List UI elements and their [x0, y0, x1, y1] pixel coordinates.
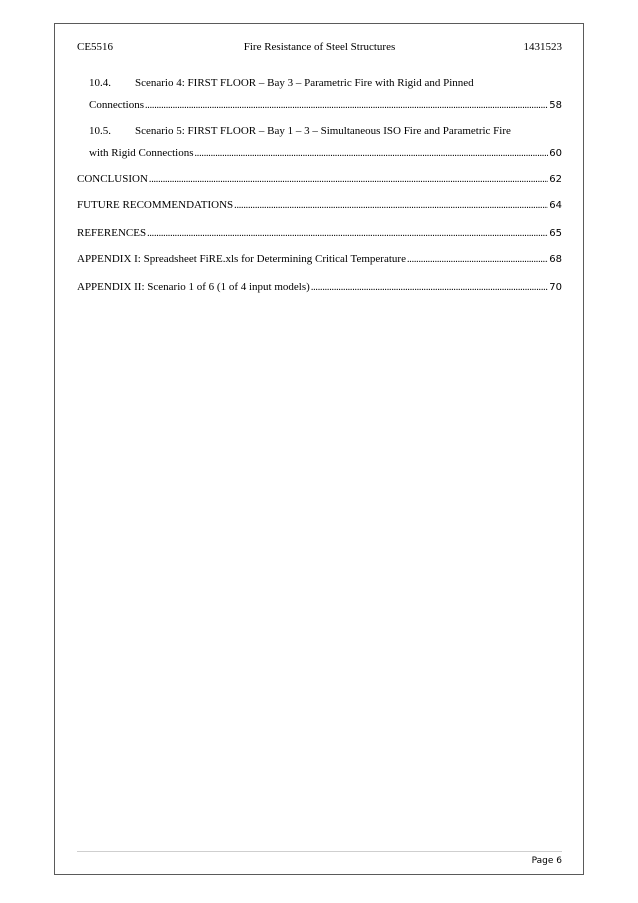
course-code: CE5516 [77, 41, 114, 53]
toc-title: FUTURE RECOMMENDATIONS [77, 199, 234, 211]
dot-leader [145, 98, 548, 113]
dot-leader [311, 280, 548, 295]
toc-title: CONCLUSION [77, 173, 148, 185]
toc-entry-future-recommendations[interactable] [77, 198, 562, 212]
dot-leader [195, 146, 549, 161]
student-id: 1431523 [523, 41, 562, 53]
toc-number: 10.4. [89, 77, 111, 89]
toc-page-number: 68 [549, 254, 562, 265]
toc-entry-10-5-continued[interactable] [89, 146, 562, 160]
toc-title: Scenario 5: FIRST FLOOR – Bay 1 – 3 – Simultaneous ISO Fire and Parametric Fire [135, 125, 511, 137]
footer-divider [77, 851, 562, 852]
toc-title: Connections [89, 99, 144, 111]
toc-page-number: 58 [549, 100, 562, 111]
toc-entry-10-4-continued[interactable] [89, 98, 562, 112]
toc-title: APPENDIX I: Spreadsheet FiRE.xls for Determining Critical Temperature [77, 253, 406, 265]
document-title: Fire Resistance of Steel Structures [243, 41, 396, 53]
dot-leader [234, 198, 548, 213]
page-header [77, 41, 562, 57]
toc-number: 10.5. [89, 125, 111, 137]
toc-entry-references[interactable] [77, 226, 562, 240]
toc-entry-10-4[interactable] [89, 76, 562, 90]
toc-title: Scenario 4: FIRST FLOOR – Bay 3 – Parametric Fire with Rigid and Pinned [135, 77, 474, 89]
toc-page-number: 65 [549, 228, 562, 239]
toc-entry-appendix-2[interactable] [77, 280, 562, 294]
toc-title: APPENDIX II: Scenario 1 of 6 (1 of 4 input models) [77, 281, 310, 293]
toc-page-number: 64 [549, 200, 562, 211]
dot-leader [147, 226, 548, 241]
toc-entry-conclusion[interactable] [77, 172, 562, 186]
toc-title: REFERENCES [77, 227, 147, 239]
page-number-footer: Page 6 [531, 856, 562, 866]
toc-page-number: 70 [549, 282, 562, 293]
toc-page-number: 62 [549, 174, 562, 185]
toc-title: with Rigid Connections [89, 147, 194, 159]
dot-leader [149, 172, 548, 187]
toc-entry-appendix-1[interactable] [77, 252, 562, 266]
dot-leader [407, 252, 548, 267]
toc-page-number: 60 [549, 148, 562, 159]
toc-entry-10-5[interactable] [89, 124, 562, 138]
